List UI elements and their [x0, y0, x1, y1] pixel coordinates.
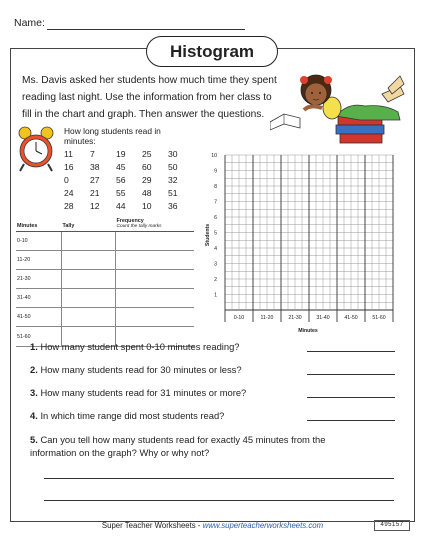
data-value: 32: [168, 175, 178, 185]
x-tick-label: 31-40: [316, 315, 330, 321]
y-tick-label: 1: [214, 292, 217, 299]
x-tick-label: 11-20: [260, 315, 274, 321]
footer: Super Teacher Worksheets - www.superteacherworksheets.com: [101, 521, 324, 530]
data-value: 48: [142, 188, 152, 198]
data-value: 30: [168, 149, 178, 159]
frequency-cell[interactable]: [116, 270, 195, 289]
histogram-grid[interactable]: [195, 150, 405, 340]
tally-cell[interactable]: [62, 270, 116, 289]
page-title: Histogram: [146, 36, 278, 67]
data-value: 55: [116, 188, 126, 198]
minutes-header: Minutes: [16, 214, 62, 232]
answer-line-5a[interactable]: [44, 478, 394, 479]
frequency-cell[interactable]: [116, 289, 195, 308]
x-axis-label: Minutes: [298, 328, 318, 334]
range-label: 11-20: [16, 251, 62, 270]
answer-line-4[interactable]: [307, 420, 395, 421]
table-row: [16, 232, 194, 251]
data-value: 10: [142, 201, 152, 211]
data-value: 12: [90, 201, 100, 211]
y-tick-label: 2: [214, 277, 217, 283]
reading-times-grid: [64, 149, 194, 212]
intro-text: Ms. Davis asked her students how much time they spent reading last night. Use the information from her class to fill in the chart and graph. Then answer the questions.: [22, 75, 277, 120]
data-heading: How long students read in minutes:: [64, 126, 161, 146]
data-value: 25: [142, 149, 152, 159]
data-value: 50: [168, 162, 178, 172]
question-5: 5. Can you tell how many students read for exactly 45 minutes from the information on the graph? Why or why not?: [30, 434, 326, 458]
table-row: [16, 251, 194, 270]
worksheet-code: 495157: [374, 520, 410, 531]
data-value: 16: [64, 162, 74, 172]
data-value: 21: [90, 188, 100, 198]
data-value: 38: [90, 162, 100, 172]
table-row: [16, 270, 194, 289]
y-tick-label: 5: [214, 230, 217, 237]
girl-reading-illustration: [270, 64, 405, 150]
frequency-header: Frequency Count the tally marks: [116, 214, 195, 232]
x-tick-label: 0-10: [233, 315, 245, 321]
footer-url[interactable]: www.superteacherworksheets.com: [202, 521, 324, 530]
data-value: 51: [168, 188, 178, 198]
x-tick-label: 41-50: [344, 315, 358, 321]
answer-line-5b[interactable]: [44, 500, 394, 501]
frequency-note: Count the tally marks: [116, 224, 162, 229]
frequency-cell[interactable]: [116, 251, 195, 270]
question-3: 3. How many students read for 31 minutes or more?: [30, 387, 247, 398]
data-value: 56: [116, 175, 126, 185]
y-tick-label: 3: [214, 261, 217, 268]
question-2: 2. How many students read for 30 minutes or less?: [30, 364, 242, 375]
alarm-clock-icon: [16, 126, 56, 172]
question-4: 4. In which time range did most students read?: [30, 410, 225, 421]
range-label: 0-10: [16, 232, 62, 251]
name-line[interactable]: [47, 29, 245, 30]
y-tick-label: 7: [214, 199, 217, 206]
y-tick-label: 9: [214, 168, 217, 175]
frequency-cell[interactable]: [116, 308, 195, 327]
y-tick-label: 10: [211, 153, 217, 159]
answer-line-3[interactable]: [307, 397, 395, 398]
x-tick-label: 51-60: [372, 315, 386, 321]
tally-table: [16, 214, 194, 347]
tally-cell[interactable]: [62, 308, 116, 327]
data-value: 0: [64, 175, 69, 185]
data-value: 7: [90, 149, 95, 159]
name-label: Name:: [14, 17, 45, 29]
tally-cell[interactable]: [62, 232, 116, 251]
data-value: 44: [116, 201, 126, 211]
data-value: 45: [116, 162, 126, 172]
y-axis-label: Students: [205, 223, 211, 247]
tally-cell[interactable]: [62, 251, 116, 270]
answer-line-2[interactable]: [307, 374, 395, 375]
range-label: 41-50: [16, 308, 62, 327]
question-1: 1. How many student spent 0-10 minutes reading?: [30, 341, 240, 352]
tally-header: Tally: [62, 214, 116, 232]
range-label: 51-60: [16, 327, 62, 346]
data-value: 19: [116, 149, 126, 159]
data-value: 28: [64, 201, 74, 211]
tally-cell[interactable]: [62, 289, 116, 308]
data-value: 11: [64, 149, 73, 159]
answer-line-1[interactable]: [307, 351, 395, 352]
x-tick-label: 21-30: [288, 315, 302, 321]
table-row: [16, 308, 194, 327]
data-value: 60: [142, 162, 152, 172]
range-label: 21-30: [16, 270, 62, 289]
data-value: 36: [168, 201, 178, 211]
y-tick-label: 4: [214, 246, 217, 252]
data-value: 29: [142, 175, 152, 185]
data-value: 27: [90, 175, 100, 185]
frequency-cell[interactable]: [116, 232, 195, 251]
y-tick-label: 6: [214, 215, 217, 221]
table-row: [16, 289, 194, 308]
range-label: 31-40: [16, 289, 62, 308]
y-tick-label: 8: [214, 184, 217, 190]
data-value: 24: [64, 188, 74, 198]
